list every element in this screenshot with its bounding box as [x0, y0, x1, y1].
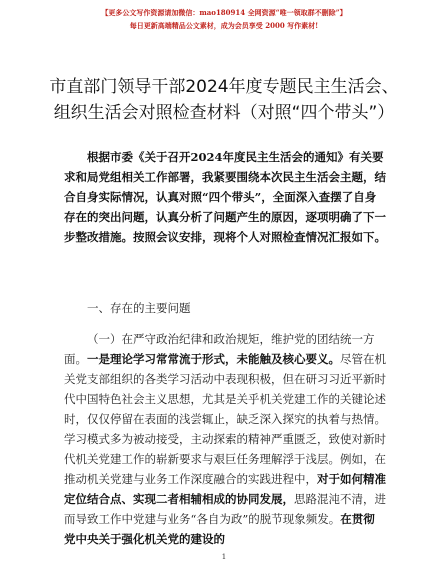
banner-line-2: 每日更新高端精品公文素材，成为会员享受 2000 写作素材!: [129, 21, 319, 30]
paragraph-text-1: 尽管在机关党支部组织的各类学习活动中表现积极，但在研习习近平新时代中国特色社会主义思想，尤其是关乎机关党建工作的关键论述时，仅仅停留在表面的浅尝辄止，缺乏深入探究的执着与热情。学习模式多为被动接受，主动探索的精神严重匮乏，致使对新时代机关党建工作的崭新要求与艰巨任务理解浮于浅层。例如，在推动机关党建与业务工作深度融合的实践进程中，: [64, 352, 386, 486]
intro-text: 根据市委《关于召开2024年度民主生活会的通知》有关要求和局党组相关工作部署，我紧要围绕本次民主生活会主题，结合自身实际情况，认真对照“四个带头”，全面深入查摆了自身存在的突出问题，认真分析了问题产生的原因，逐项明确了下一步整改措施。按照会议安排，现将个人对照检查情况汇报: [64, 150, 386, 244]
paragraph-text-2: 思路混沌不清，进而导致工作中党建与业务“各自为政”的脱节现象频发。: [64, 492, 386, 526]
promo-banner: [0, 8, 448, 31]
intro-paragraph: [64, 147, 386, 247]
bold-point-1: 一是理论学习常常流于形式，未能触及核心要义。: [87, 352, 340, 366]
document-title: 市直部门领导干部2024年度专题民主生活会、组织生活会对照检查材料（对照“四个带头”）: [49, 77, 399, 123]
bold-point-3: 在贯彻党中央关于强化机关党的建设的: [64, 512, 375, 546]
page-number: 1: [221, 553, 227, 561]
bold-point-2: 对于如何精准定位结合点、实现二者相辅相成的协同发展，: [64, 472, 386, 506]
section-heading: 一、存在的主要问题: [87, 301, 191, 315]
paragraph-prefix: （一）在严守政治纪律和政治规矩，维护党的团结统一方面。: [64, 332, 375, 366]
intro-tail: 如下。: [351, 230, 386, 244]
banner-line-1: 【更多公文写作资源请加微信：mao180914 全网资源“唯一领取群不删除”】: [101, 8, 347, 17]
problem-paragraph: [64, 329, 386, 549]
